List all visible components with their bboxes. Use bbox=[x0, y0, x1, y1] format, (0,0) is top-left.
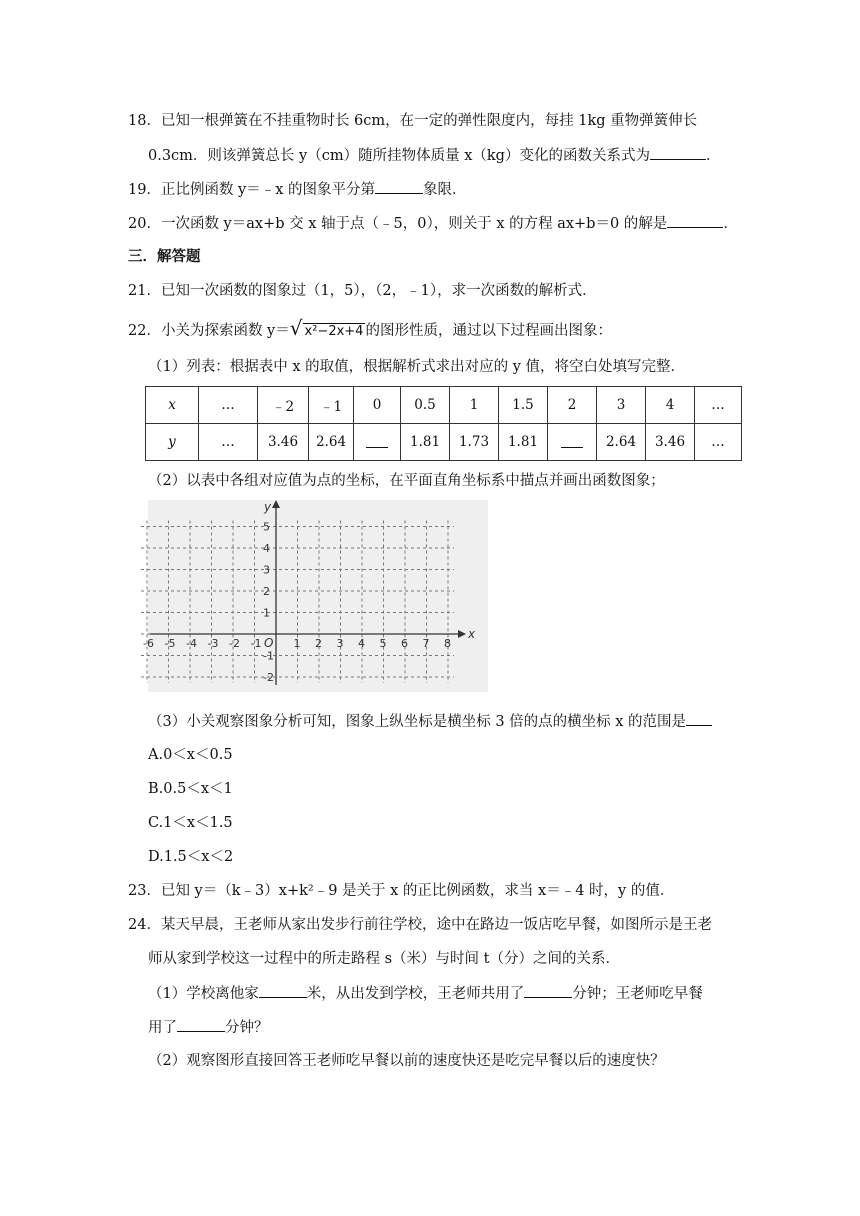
x-tick-label: 6 bbox=[401, 637, 408, 650]
option-a[interactable]: A.0＜x＜0.5 bbox=[148, 747, 233, 763]
table-cell: … bbox=[199, 387, 258, 424]
x-tick-label: -6 bbox=[143, 637, 154, 650]
q22-part2: （2）以表中各组对应值为点的坐标，在平面直角坐标系中描点并画出函数图象； bbox=[148, 473, 665, 489]
x-tick-label: 5 bbox=[379, 637, 387, 650]
x-tick-label: 3 bbox=[336, 637, 344, 650]
q18-line1: 18．已知一根弹簧在不挂重物时长 6cm，在一定的弹性限度内，每挂 1kg 重物弹簧伸长 bbox=[128, 113, 698, 129]
table-blank-cell[interactable] bbox=[548, 424, 597, 461]
x-tick-label: -2 bbox=[229, 637, 240, 650]
q24-line1: 24．某天早晨，王老师从家出发步行前往学校，途中在路边一饭店吃早餐，如图所示是王老 bbox=[128, 917, 712, 933]
x-tick-label: -3 bbox=[207, 637, 219, 650]
q22-part3-blank[interactable] bbox=[686, 711, 712, 726]
table-cell: 1.73 bbox=[450, 424, 499, 461]
table-cell: 3.46 bbox=[646, 424, 695, 461]
x-tick-label: 7 bbox=[422, 637, 430, 650]
table-header-x: x bbox=[146, 387, 199, 424]
table-cell: … bbox=[695, 424, 742, 461]
q19-tail: 象限． bbox=[423, 182, 467, 198]
table-cell: 4 bbox=[646, 387, 695, 424]
grid-background bbox=[148, 500, 488, 692]
x-tick-label: 8 bbox=[444, 637, 451, 650]
table-row-y bbox=[146, 424, 742, 461]
q24-p1-text5: 分钟？ bbox=[225, 1020, 269, 1036]
x-tick-label: -5 bbox=[164, 637, 176, 650]
x-tick-label: 4 bbox=[358, 637, 365, 650]
coordinate-grid bbox=[143, 500, 488, 692]
q22-part3 bbox=[148, 711, 712, 732]
q20 bbox=[128, 213, 738, 234]
x-tick-label: -4 bbox=[186, 637, 197, 650]
q20-answer-blank[interactable] bbox=[667, 213, 723, 228]
q24-part2: （2）观察图形直接回答王老师吃早餐以前的速度快还是吃完早餐以后的速度快？ bbox=[148, 1053, 665, 1069]
y-tick-label: 1 bbox=[263, 606, 270, 620]
y-tick-label: 3 bbox=[263, 563, 270, 577]
table-header-y: y bbox=[146, 424, 199, 461]
q22-part3-text: （3）小关观察图象分析可知，图象上纵坐标是横坐标 3 倍的点的横坐标 x 的范围是 bbox=[148, 714, 687, 730]
q18-period: ． bbox=[705, 148, 721, 164]
q24-p1-text4: 用了 bbox=[148, 1020, 177, 1036]
q24-breakfast-time-blank[interactable] bbox=[177, 1017, 225, 1032]
table-cell: 2.64 bbox=[309, 424, 354, 461]
table-cell: 0 bbox=[354, 387, 401, 424]
y-tick-label: -1 bbox=[263, 649, 274, 663]
q19-text: 19．正比例函数 y＝﹣x 的图象平分第 bbox=[128, 182, 376, 198]
table-cell: 2 bbox=[548, 387, 597, 424]
y-tick-label: 2 bbox=[263, 585, 270, 598]
table-cell: 1.81 bbox=[401, 424, 450, 461]
q22-lead: 22．小关为探索函数 y＝ bbox=[128, 323, 290, 339]
q24-distance-blank[interactable] bbox=[259, 983, 307, 998]
q23: 23．已知 y＝（k﹣3）x+k²﹣9 是关于 x 的正比例函数，求当 x＝﹣4 时，y 的值． bbox=[128, 883, 675, 899]
q21: 21．已知一次函数的图象过（1，5），（2，﹣1），求一次函数的解析式． bbox=[128, 283, 597, 299]
x-tick-label: 1 bbox=[293, 637, 301, 650]
q18-line2 bbox=[148, 145, 720, 166]
blank-line bbox=[366, 433, 388, 448]
q20-tail: ． bbox=[723, 216, 738, 232]
x-tick-label: 2 bbox=[315, 637, 322, 650]
y-tick-label: 4 bbox=[263, 542, 270, 555]
q19 bbox=[128, 179, 467, 200]
y-tick-label: -2 bbox=[263, 671, 274, 684]
option-c[interactable]: C.1＜x＜1.5 bbox=[148, 815, 233, 831]
table-cell: 1 bbox=[450, 387, 499, 424]
q24-total-time-blank[interactable] bbox=[524, 983, 572, 998]
x-tick-label: -1 bbox=[250, 637, 262, 650]
q24-p1-text2: 米，从出发到学校，王老师共用了 bbox=[306, 986, 525, 1002]
table-cell: 0.5 bbox=[401, 387, 450, 424]
option-d[interactable]: D.1.5＜x＜2 bbox=[148, 849, 234, 865]
q20-text: 20．一次函数 y＝ax+b 交 x 轴于点（﹣5，0），则关于 x 的方程 ax+b＝0 的解是 bbox=[128, 216, 668, 232]
table-cell: 1.5 bbox=[499, 387, 548, 424]
value-table bbox=[145, 386, 742, 461]
blank-line bbox=[561, 433, 583, 448]
section-heading: 三．解答题 bbox=[128, 248, 201, 265]
table-cell: 2.64 bbox=[597, 424, 646, 461]
table-cell: … bbox=[199, 424, 258, 461]
sqrt-symbol: √ bbox=[289, 316, 303, 340]
table-cell: … bbox=[695, 387, 742, 424]
q22-tail: 的图形性质，通过以下过程画出图象： bbox=[365, 323, 612, 339]
q19-answer-blank[interactable] bbox=[375, 179, 423, 194]
q22-intro bbox=[128, 318, 612, 342]
y-tick-label: 5 bbox=[263, 520, 270, 534]
q18-answer-blank[interactable] bbox=[650, 145, 706, 160]
q18-text: 0.3cm．则该弹簧总长 y（cm）随所挂物体质量 x（kg）变化的函数关系式为 bbox=[148, 148, 650, 164]
origin-label: O bbox=[264, 636, 274, 650]
q24-p1-text: （1）学校离他家 bbox=[148, 986, 259, 1002]
table-cell: ﹣1 bbox=[309, 387, 354, 424]
q22-radicand: x²−2x+4 bbox=[304, 324, 364, 339]
table-cell: 1.81 bbox=[499, 424, 548, 461]
x-axis-label: x bbox=[468, 627, 476, 641]
option-b[interactable]: B.0.5＜x＜1 bbox=[148, 781, 233, 797]
q24-p1-text3: 分钟；王老师吃早餐 bbox=[572, 986, 703, 1002]
table-row-x bbox=[146, 387, 742, 424]
table-cell: 3 bbox=[597, 387, 646, 424]
q24-line2: 师从家到学校这一过程中的所走路程 s（米）与时间 t（分）之间的关系． bbox=[148, 951, 620, 967]
table-blank-cell[interactable] bbox=[354, 424, 401, 461]
q24-part1 bbox=[148, 983, 703, 1004]
table-cell: ﹣2 bbox=[258, 387, 309, 424]
table-cell: 3.46 bbox=[258, 424, 309, 461]
q22-part1: （1）列表：根据表中 x 的取值，根据解析式求出对应的 y 值，将空白处填写完整． bbox=[148, 359, 686, 375]
q24-part1-cont bbox=[148, 1017, 269, 1038]
y-axis-label: y bbox=[264, 500, 272, 514]
